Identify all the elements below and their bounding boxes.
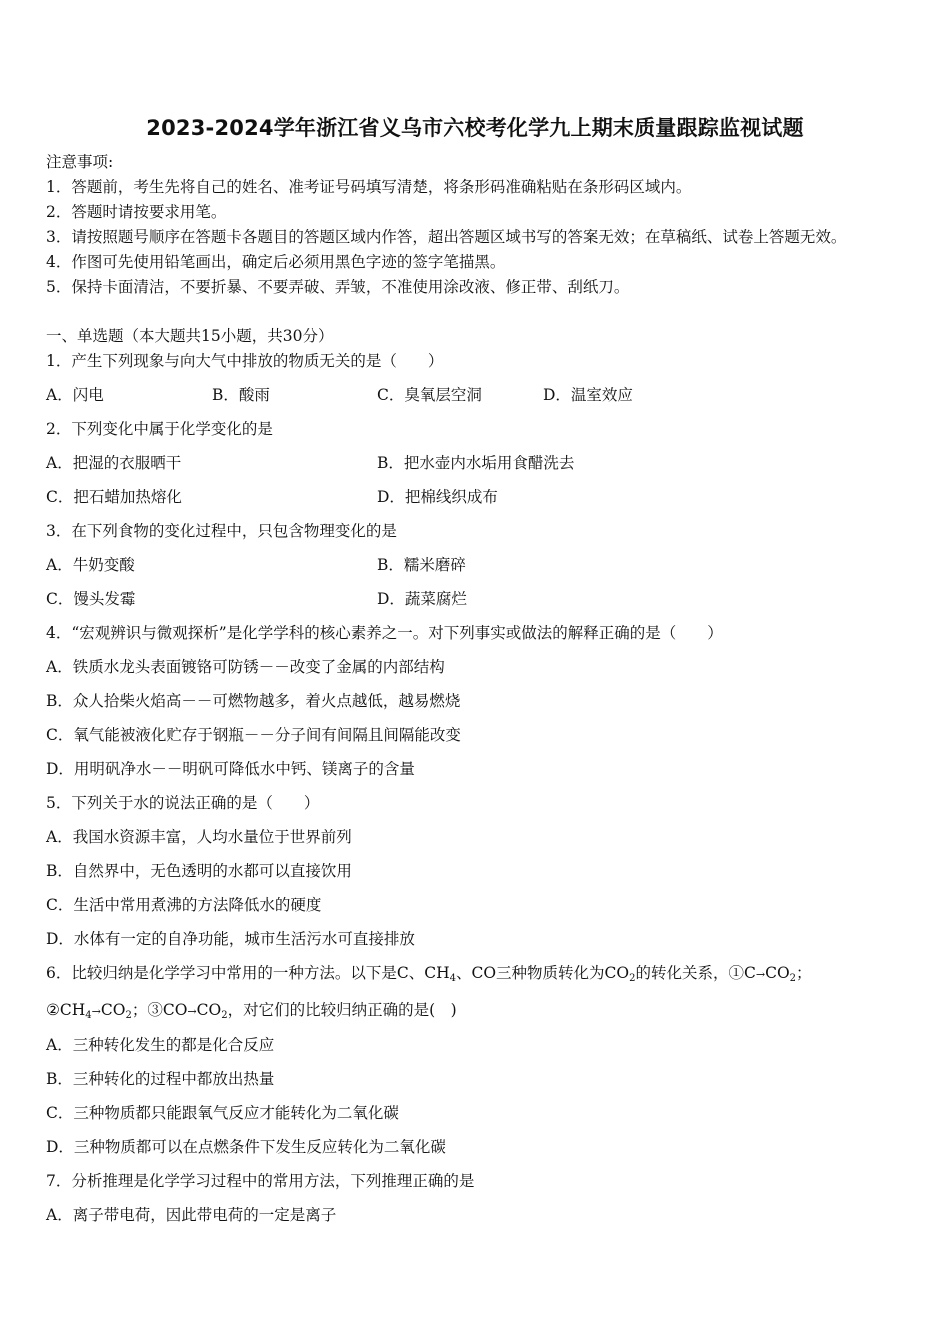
- q6-text-5: ；③CO: [131, 1001, 188, 1019]
- question-1-option-d: D．温室效应: [543, 386, 633, 404]
- question-7-stem: 7．分析推理是化学学习过程中的常用方法，下列推理正确的是: [46, 1172, 475, 1190]
- notice-item-4: 4．作图可先使用铅笔画出，确定后必须用黑色字迹的签字笔描黑。: [46, 253, 506, 271]
- q6-sub-2d: 2: [221, 1010, 228, 1021]
- q6-co2-b: CO: [100, 1001, 126, 1019]
- question-1-stem: 1．产生下列现象与向大气中排放的物质无关的是（ ）: [46, 352, 444, 370]
- question-5-option-c: C．生活中常用煮沸的方法降低水的硬度: [46, 896, 322, 914]
- question-5-option-d: D．水体有一定的自净功能，城市生活污水可直接排放: [46, 930, 415, 948]
- q6-text-4: ②CH: [46, 1001, 86, 1019]
- question-2-option-b: B．把水壶内水垢用食醋洗去: [377, 454, 575, 472]
- notice-item-1: 1．答题前，考生先将自己的姓名、准考证号码填写清楚，将条形码准确粘贴在条形码区域内。: [46, 178, 692, 196]
- question-5-option-a: A．我国水资源丰富，人均水量位于世界前列: [46, 828, 352, 846]
- question-6-option-d: D．三种物质都可以在点燃条件下发生反应转化为二氧化碳: [46, 1138, 446, 1156]
- question-6-stem-line-2: [46, 1000, 457, 1026]
- question-3-option-a: A．牛奶变酸: [46, 556, 135, 574]
- arrow-icon: →: [755, 968, 766, 981]
- exam-title: 2023-2024学年浙江省义乌市六校考化学九上期末质量跟踪监视试题: [146, 116, 804, 140]
- question-4-option-a: A．铁质水龙头表面镀铬可防锈－－改变了金属的内部结构: [46, 658, 445, 676]
- question-4-option-b: B．众人拾柴火焰高－－可燃物越多，着火点越低，越易燃烧: [46, 692, 461, 710]
- notice-item-3: 3．请按照题号顺序在答题卡各题目的答题区域内作答，超出答题区域书写的答案无效；在草稿纸、试卷上答题无效。: [46, 228, 847, 246]
- notice-item-5: 5．保持卡面清洁，不要折暴、不要弄破、弄皱，不准使用涂改液、修正带、刮纸刀。: [46, 278, 630, 296]
- arrow-icon: →: [187, 1005, 197, 1018]
- q6-co2-c: CO: [196, 1001, 222, 1019]
- question-2-option-a: A．把湿的衣服晒干: [46, 454, 182, 472]
- question-6-option-b: B．三种转化的过程中都放出热量: [46, 1070, 275, 1088]
- question-6-option-a: A．三种转化发生的都是化合反应: [46, 1036, 275, 1054]
- question-2-stem: 2．下列变化中属于化学变化的是: [46, 420, 273, 438]
- q6-text-3: 的转化关系，①C: [635, 964, 756, 982]
- question-1-option-b: B．酸雨: [212, 386, 270, 404]
- question-3-option-c: C．馒头发霉: [46, 590, 136, 608]
- question-3-stem: 3．在下列食物的变化过程中，只包含物理变化的是: [46, 522, 397, 540]
- question-4-option-d: D．用明矾净水－－明矾可降低水中钙、镁离子的含量: [46, 760, 415, 778]
- question-4-option-c: C．氧气能被液化贮存于钢瓶－－分子间有间隔且间隔能改变: [46, 726, 461, 744]
- arrow-icon: →: [91, 1005, 101, 1018]
- q6-semicolon: ；: [796, 964, 812, 982]
- section-heading: 一、单选题（本大题共15小题，共30分）: [46, 327, 334, 345]
- question-6-stem-line-1: [46, 963, 812, 989]
- question-7-option-a: A．离子带电荷，因此带电荷的一定是离子: [46, 1206, 337, 1224]
- q6-text-2: 、CO三种物质转化为CO: [455, 964, 630, 982]
- question-2-option-c: C．把石蜡加热熔化: [46, 488, 182, 506]
- question-1-option-c: C．臭氧层空洞: [377, 386, 482, 404]
- q6-sub-4: 4: [449, 973, 456, 984]
- question-6-option-c: C．三种物质都只能跟氧气反应才能转化为二氧化碳: [46, 1104, 399, 1122]
- question-3-option-b: B．糯米磨碎: [377, 556, 466, 574]
- q6-sub-2c: 2: [125, 1010, 132, 1021]
- question-3-option-d: D．蔬菜腐烂: [377, 590, 467, 608]
- q6-sub-4b: 4: [85, 1010, 92, 1021]
- notice-heading: 注意事项:: [46, 153, 114, 171]
- question-5-option-b: B．自然界中，无色透明的水都可以直接饮用: [46, 862, 352, 880]
- notice-item-2: 2．答题时请按要求用笔。: [46, 203, 227, 221]
- question-4-stem: 4．“宏观辨识与微观探析”是化学学科的核心素养之一。对下列事实或做法的解释正确的是（ ）: [46, 624, 723, 642]
- q6-text-1: 6．比较归纳是化学学习中常用的一种方法。以下是C、CH: [46, 964, 450, 982]
- question-1-option-a: A．闪电: [46, 386, 104, 404]
- q6-sub-2b: 2: [789, 973, 797, 984]
- question-5-stem: 5．下列关于水的说法正确的是（ ）: [46, 794, 320, 812]
- q6-co2-a: CO: [765, 964, 790, 982]
- q6-text-6: ，对它们的比较归纳正确的是( ): [227, 1001, 457, 1019]
- question-2-option-d: D．把棉线织成布: [377, 488, 498, 506]
- q6-sub-2a: 2: [629, 973, 636, 984]
